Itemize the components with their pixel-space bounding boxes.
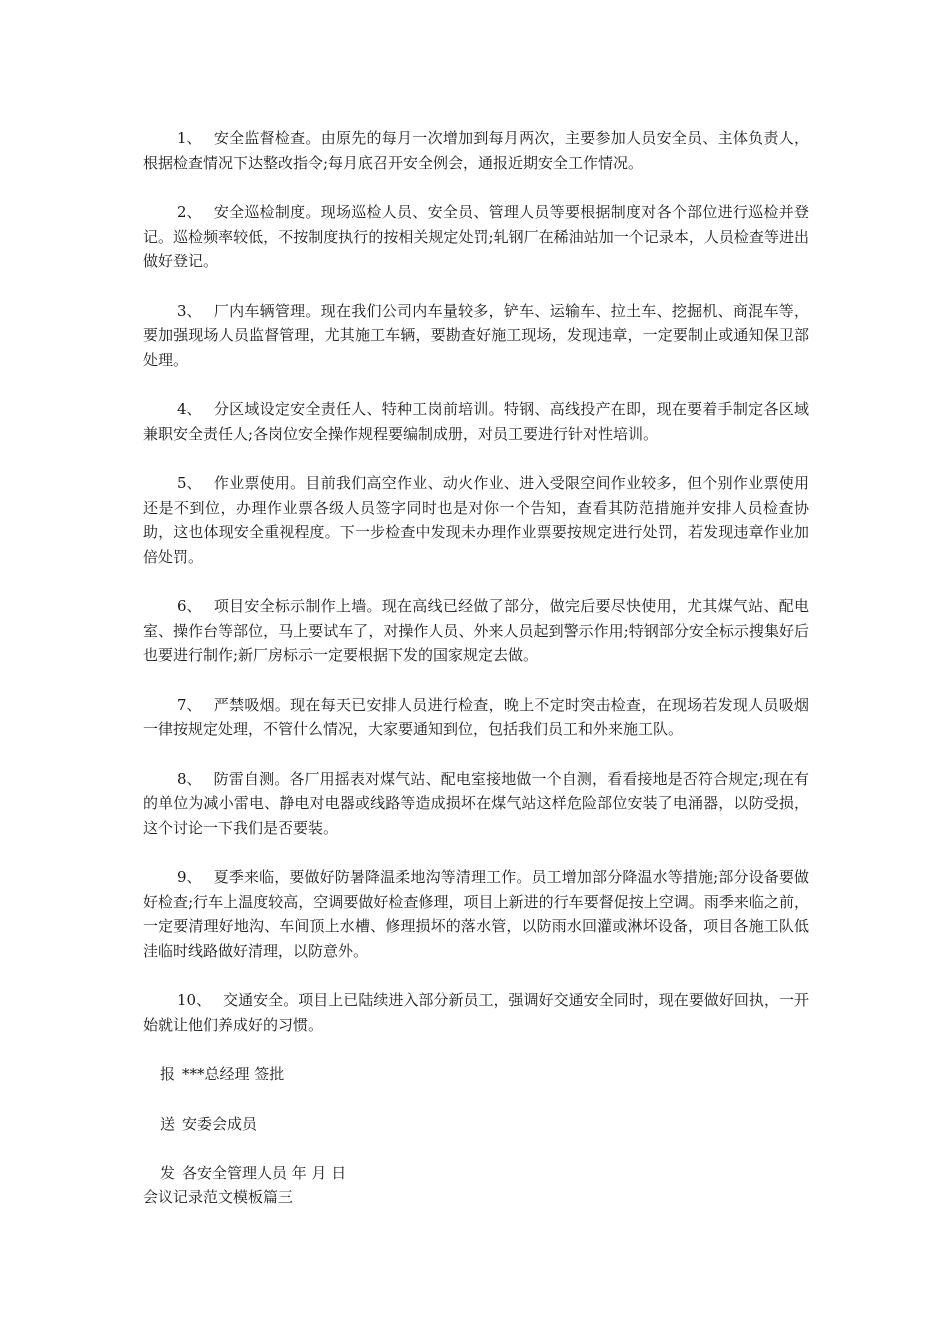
item-text: 项目安全标示制作上墙。现在高线已经做了部分，做完后要尽快使用，尤其煤气站、配电室、操作台等部位，马上要试车了，对操作人员、外来人员起到警示作用;特钢部分安全标示搜集好后也要进行制作;新厂房标示一定要根据下发的国家规定去做。 — [143, 597, 809, 664]
routing-report-key: 报 — [160, 1065, 176, 1083]
item-number: 8、 — [177, 769, 202, 788]
section-title: 会议记录范文模板篇三 — [143, 1187, 294, 1206]
item-5 — [143, 471, 809, 569]
routing-send-value: 安委会成员 — [182, 1114, 258, 1133]
item-2 — [143, 200, 809, 274]
item-number: 1、 — [177, 129, 202, 147]
item-text: 分区域设定安全责任人、特种工岗前培训。特钢、高线投产在即，现在要着手制定各区域兼职安全责任人;各岗位安全操作规程要编制成册，对员工要进行针对性培训。 — [143, 400, 809, 443]
item-number: 7、 — [177, 695, 202, 714]
item-text: 厂内车辆管理。现在我们公司内车量较多，铲车、运输车、拉土车、挖掘机、商混车等，要加强现场人员监督管理，尤其施工车辆，要勘查好施工现场，发现违章，一定要制止或通知保卫部处理。 — [143, 301, 809, 369]
routing-issue-key: 发 — [160, 1164, 176, 1182]
item-text: 严禁吸烟。现在每天已安排人员进行检查，晚上不定时突击检查，在现场若发现人员吸烟一律按规定处理，不管什么情况，大家要通知到位，包括我们员工和外来施工队。 — [143, 695, 809, 738]
routing-issue — [143, 1161, 809, 1186]
item-number: 2、 — [177, 203, 202, 221]
item-text: 安全监督检查。由原先的每月一次增加到每月两次，主要参加人员安全员、主体负责人，根据检查情况下达整改指令;每月底召开安全例会，通报近期安全工作情况。 — [143, 129, 809, 172]
routing-send — [143, 1112, 809, 1137]
item-number: 6、 — [177, 597, 202, 615]
document-body — [143, 126, 809, 1208]
item-4 — [143, 397, 809, 446]
routing-issue-value: 各安全管理人员 年 月 日 — [182, 1164, 347, 1182]
item-text: 安全巡检制度。现场巡检人员、安全员、管理人员等要根据制度对各个部位进行巡检并登记。巡检频率较低，不按制度执行的按相关规定处罚;轧钢厂在稀油站加一个记录本，人员检查等进出做好登记。 — [143, 203, 809, 270]
item-10 — [143, 988, 809, 1037]
item-number: 9、 — [177, 868, 202, 886]
item-number: 10、 — [177, 991, 212, 1009]
item-1 — [143, 126, 809, 175]
item-text: 交通安全。项目上已陆续进入部分新员工，强调好交通安全同时，现在要做好回执，一开始就让他们养成好的习惯。 — [143, 991, 809, 1034]
item-text: 防雷自测。各厂用摇表对煤气站、配电室接地做一个自测，看看接地是否符合规定;现在有的单位为减小雷电、静电对电器或线路等造成损坏在煤气站这样危险部位安装了电涌器，以防受损，这个讨论一下我们是否要装。 — [143, 769, 809, 837]
item-text: 作业票使用。目前我们高空作业、动火作业、进入受限空间作业较多，但个别作业票使用还是不到位，办理作业票各级人员签字同时也是对你一个告知，查看其防范措施并安排人员检查协助，这也体现安全重视程度。下一步检查中发现未办理作业票要按规定进行处罚，若发现违章作业加倍处罚。 — [143, 474, 809, 566]
item-6 — [143, 594, 809, 668]
item-9 — [143, 865, 809, 963]
item-7 — [143, 693, 809, 742]
item-number: 3、 — [177, 301, 202, 320]
item-number: 4、 — [177, 400, 202, 418]
routing-send-key: 送 — [160, 1114, 176, 1133]
routing-report — [143, 1062, 809, 1087]
item-number: 5、 — [177, 474, 202, 492]
item-text: 夏季来临，要做好防暑降温柔地沟等清理工作。员工增加部分降温水等措施;部分设备要做好检查;行车上温度较高，空调要做好检查修理，项目上新进的行车要督促按上空调。雨季来临之前，一定要清理好地沟、车间顶上水槽、修理损坏的落水管，以防雨水回灌或淋坏设备，项目各施工队低洼临时线路做好清理，以防意外。 — [143, 868, 809, 960]
routing-report-value: ***总经理 签批 — [182, 1065, 285, 1083]
item-3 — [143, 299, 809, 373]
item-8 — [143, 767, 809, 841]
